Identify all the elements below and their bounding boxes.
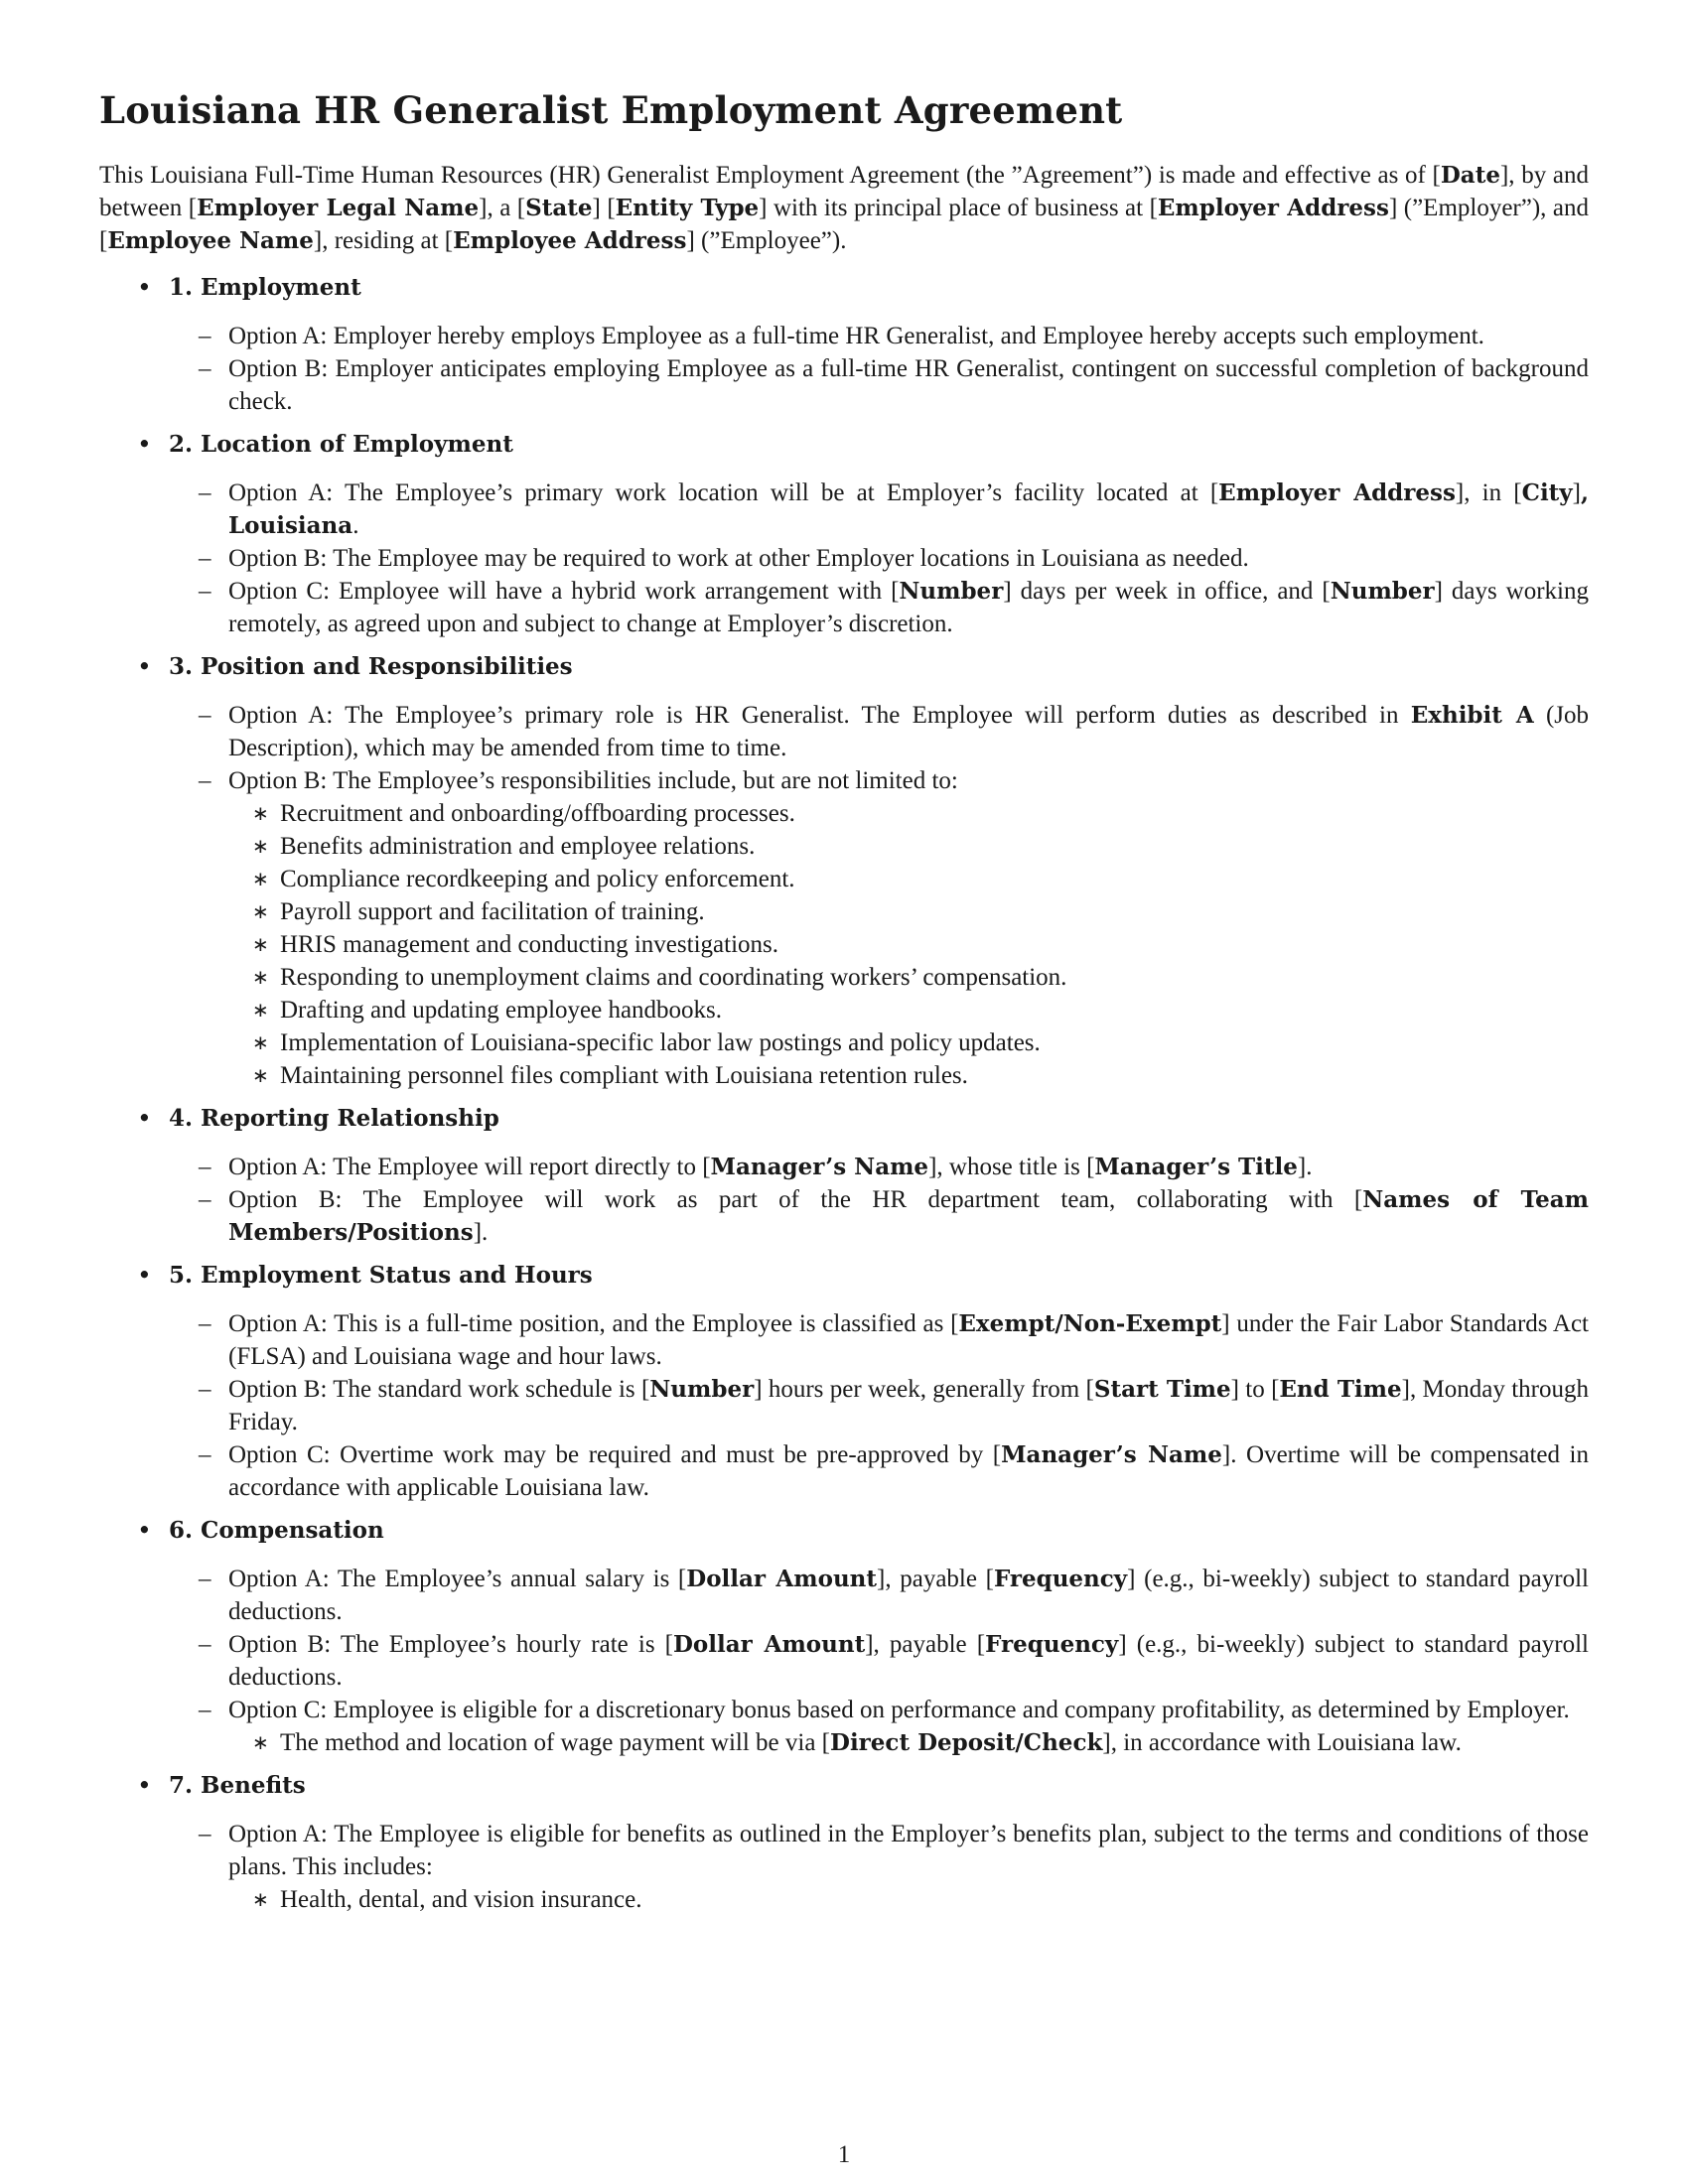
option-item — [169, 1628, 1589, 1694]
responsibility-text: Drafting and updating employee handbooks. — [280, 997, 723, 1024]
option-text: Option A: The Employee’s primary role is HR Generalist. The Employee will perform duties as described in — [228, 702, 1411, 729]
option-item — [169, 542, 1589, 575]
section-employment-status-and-hours — [99, 1259, 1589, 1504]
option-list — [169, 1818, 1589, 1916]
responsibility-item — [228, 928, 1589, 961]
option-text: ], payable [ — [877, 1566, 994, 1592]
placeholder-term: Dollar Amount — [686, 1566, 878, 1592]
benefit-list — [228, 1883, 1589, 1916]
intro-text: ] with its principal place of business at [ — [759, 195, 1158, 221]
employee-name-placeholder: Employee Name — [107, 227, 314, 254]
section-title: 3. Position and Responsibilities — [169, 653, 573, 680]
responsibility-item — [228, 895, 1589, 928]
option-item — [169, 1183, 1589, 1249]
option-item — [169, 1438, 1589, 1504]
option-text: Option A: The Employee’s primary work location will be at Employer’s facility located at [ — [228, 479, 1219, 506]
option-list — [169, 1307, 1589, 1504]
option-text: Option A: The Employee will report directly to [ — [228, 1154, 711, 1180]
document-page — [99, 87, 1589, 1926]
option-item — [169, 1563, 1589, 1628]
dash-icon: – — [199, 355, 211, 382]
placeholder-term: Frequency — [985, 1631, 1119, 1658]
section-position-and-responsibilities — [99, 650, 1589, 1092]
bullet-icon: • — [137, 1516, 152, 1545]
sub-text: ], in accordance with Louisiana law. — [1102, 1729, 1462, 1756]
option-text: Option B: The Employee’s hourly rate is [ — [228, 1631, 673, 1658]
asterisk-icon: ∗ — [252, 1063, 269, 1087]
option-text: Option C: Employee is eligible for a discretionary bonus based on performance and company profitability, as determined by Employer. — [228, 1697, 1570, 1723]
asterisk-icon: ∗ — [252, 998, 269, 1022]
intro-text: ] [ — [592, 195, 616, 221]
option-item — [169, 764, 1589, 1092]
option-text: ] hours per week, generally from [ — [754, 1376, 1094, 1403]
dash-icon: – — [199, 1376, 211, 1403]
benefit-item — [228, 1883, 1589, 1916]
placeholder-term: Direct Deposit/Check — [830, 1729, 1103, 1756]
option-text: Option B: The Employee’s responsibilities include, but are not limited to: — [228, 767, 958, 794]
option-item — [169, 1373, 1589, 1438]
option-item — [169, 1818, 1589, 1916]
dash-icon: – — [199, 1310, 211, 1337]
dash-icon: – — [199, 702, 211, 729]
placeholder-term: Names of Team Members/Positions — [228, 1186, 1589, 1246]
option-text: Option A: The Employee is eligible for benefits as outlined in the Employer’s benefits plan, subject to the terms and conditions of those plans. This includes: — [228, 1821, 1589, 1880]
option-item — [169, 699, 1589, 764]
responsibility-item — [228, 830, 1589, 863]
option-text: ] — [1572, 479, 1581, 506]
option-text: Option B: The Employee may be required to work at other Employer locations in Louisiana as needed. — [228, 545, 1249, 572]
employee-address-placeholder: Employee Address — [453, 227, 687, 254]
placeholder-term: Manager’s Name — [1001, 1441, 1222, 1468]
option-item — [169, 1307, 1589, 1373]
dash-icon: – — [199, 323, 211, 349]
asterisk-icon: ∗ — [252, 1887, 269, 1911]
sub-item — [228, 1726, 1589, 1759]
option-text: Option A: Employer hereby employs Employee as a full-time HR Generalist, and Employee hereby accepts such employment. — [228, 323, 1484, 349]
dash-icon: – — [199, 1186, 211, 1213]
bullet-icon: • — [137, 430, 152, 459]
responsibility-item — [228, 1059, 1589, 1092]
responsibility-text: HRIS management and conducting investigations. — [280, 931, 778, 958]
intro-text: This Louisiana Full-Time Human Resources (HR) Generalist Employment Agreement (the ”Agreement”) is made and effective as of [ — [99, 162, 1441, 189]
section-title: 2. Location of Employment — [169, 431, 513, 458]
responsibility-list — [228, 797, 1589, 1092]
option-list — [169, 320, 1589, 418]
dash-icon: – — [199, 1697, 211, 1723]
placeholder-term: City — [1521, 479, 1573, 506]
sub-list — [228, 1726, 1589, 1759]
responsibility-text: Implementation of Louisiana-specific labor law postings and policy updates. — [280, 1029, 1041, 1056]
option-text: ]. — [473, 1219, 489, 1246]
intro-text: ], a [ — [479, 195, 526, 221]
section-reporting-relationship — [99, 1102, 1589, 1249]
responsibility-item — [228, 863, 1589, 895]
asterisk-icon: ∗ — [252, 867, 269, 890]
section-employment — [99, 271, 1589, 418]
exhibit-reference: Exhibit A — [1410, 702, 1534, 729]
dash-icon: – — [199, 1566, 211, 1592]
responsibility-text: Maintaining personnel files compliant with Louisiana retention rules. — [280, 1062, 968, 1089]
option-list — [169, 699, 1589, 1092]
dash-icon: – — [199, 545, 211, 572]
bullet-icon: • — [137, 1771, 152, 1800]
asterisk-icon: ∗ — [252, 932, 269, 956]
date-placeholder: Date — [1440, 162, 1500, 189]
section-compensation — [99, 1514, 1589, 1759]
asterisk-icon: ∗ — [252, 1730, 269, 1754]
responsibility-text: Benefits administration and employee relations. — [280, 833, 756, 860]
entity-type-placeholder: Entity Type — [615, 195, 760, 221]
section-list — [99, 271, 1589, 1916]
responsibility-text: Payroll support and facilitation of training. — [280, 898, 705, 925]
option-text: ], Monday through Friday. — [228, 1376, 1589, 1435]
option-text: ], payable [ — [865, 1631, 986, 1658]
responsibility-item — [228, 1026, 1589, 1059]
employer-legal-name-placeholder: Employer Legal Name — [197, 195, 480, 221]
responsibility-text: Responding to unemployment claims and coordinating workers’ compensation. — [280, 964, 1067, 991]
asterisk-icon: ∗ — [252, 965, 269, 989]
document-title: Louisiana HR Generalist Employment Agreement — [99, 88, 1123, 132]
asterisk-icon: ∗ — [252, 1030, 269, 1054]
intro-text: ] (”Employer”), and [ — [99, 195, 1590, 254]
dash-icon: – — [199, 767, 211, 794]
option-text: Option C: Overtime work may be required and must be pre-approved by [ — [228, 1441, 1002, 1468]
benefit-text: Health, dental, and vision insurance. — [280, 1886, 642, 1913]
responsibility-item — [228, 994, 1589, 1026]
intro-text: ], residing at [ — [313, 227, 454, 254]
option-text: ] under the Fair Labor Standards Act (FLSA) and Louisiana wage and hour laws. — [228, 1310, 1589, 1370]
dash-icon: – — [199, 578, 211, 605]
option-item — [169, 1151, 1589, 1183]
option-item — [169, 1694, 1589, 1759]
option-text: Option B: The Employee will work as part of the HR department team, collaborating with [ — [228, 1186, 1363, 1213]
option-text: Option C: Employee will have a hybrid work arrangement with [ — [228, 578, 900, 605]
bullet-icon: • — [137, 273, 152, 302]
placeholder-term: Frequency — [993, 1566, 1128, 1592]
responsibility-item — [228, 797, 1589, 830]
sub-text: The method and location of wage payment will be via [ — [280, 1729, 830, 1756]
option-list — [169, 477, 1589, 640]
placeholder-term: End Time — [1279, 1376, 1402, 1403]
bullet-icon: • — [137, 1104, 152, 1133]
option-list — [169, 1563, 1589, 1759]
option-text: (Job Description), which may be amended from time to time. — [228, 702, 1590, 761]
asterisk-icon: ∗ — [252, 834, 269, 858]
page-number: 1 — [837, 2141, 851, 2168]
dash-icon: – — [199, 1631, 211, 1658]
placeholder-term: Employer Address — [1218, 479, 1456, 506]
option-text: ] days working remotely, as agreed upon and subject to change at Employer’s discretion. — [228, 578, 1589, 637]
dash-icon: – — [199, 1821, 211, 1847]
placeholder-term: Manager’s Name — [710, 1154, 929, 1180]
section-title: 1. Employment — [169, 274, 361, 301]
intro-text: ] (”Employee”). — [686, 227, 847, 254]
option-text: ], in [ — [1455, 479, 1522, 506]
intro-paragraph — [99, 159, 1589, 257]
responsibility-text: Compliance recordkeeping and policy enforcement. — [280, 866, 795, 892]
option-item — [169, 352, 1589, 418]
section-title: 4. Reporting Relationship — [169, 1105, 499, 1132]
option-list — [169, 1151, 1589, 1249]
placeholder-term: , Louisiana — [228, 479, 1590, 539]
option-text: . — [352, 512, 359, 539]
intro-text: ], by and between [ — [99, 162, 1590, 221]
dash-icon: – — [199, 1154, 211, 1180]
section-location-of-employment — [99, 428, 1589, 640]
placeholder-term: Number — [1330, 578, 1435, 605]
asterisk-icon: ∗ — [252, 899, 269, 923]
option-text: Option B: The standard work schedule is [ — [228, 1376, 650, 1403]
option-item — [169, 320, 1589, 352]
option-item — [169, 575, 1589, 640]
option-text: ]. — [1297, 1154, 1313, 1180]
section-benefits — [99, 1769, 1589, 1916]
option-text: Option B: Employer anticipates employing Employee as a full-time HR Generalist, contingent on successful completion of background check. — [228, 355, 1589, 415]
option-text: Option A: This is a full-time position, and the Employee is classified as [ — [228, 1310, 959, 1337]
responsibility-text: Recruitment and onboarding/offboarding processes. — [280, 800, 795, 827]
option-text: ], whose title is [ — [928, 1154, 1095, 1180]
option-text: ] (e.g., bi-weekly) subject to standard payroll deductions. — [228, 1631, 1589, 1691]
option-text: Option A: The Employee’s annual salary is [ — [228, 1566, 687, 1592]
option-text: ] to [ — [1230, 1376, 1280, 1403]
placeholder-term: Number — [899, 578, 1004, 605]
bullet-icon: • — [137, 1261, 152, 1290]
bullet-icon: • — [137, 652, 152, 681]
option-text: ]. Overtime will be compensated in accordance with applicable Louisiana law. — [228, 1441, 1589, 1501]
responsibility-item — [228, 961, 1589, 994]
placeholder-term: Number — [649, 1376, 755, 1403]
section-title: 5. Employment Status and Hours — [169, 1262, 593, 1289]
placeholder-term: Start Time — [1093, 1376, 1231, 1403]
section-title: 6. Compensation — [169, 1517, 384, 1544]
dash-icon: – — [199, 1441, 211, 1468]
state-placeholder: State — [525, 195, 593, 221]
placeholder-term: Manager’s Title — [1094, 1154, 1298, 1180]
option-text: ] (e.g., bi-weekly) subject to standard payroll deductions. — [228, 1566, 1589, 1625]
asterisk-icon: ∗ — [252, 801, 269, 825]
dash-icon: – — [199, 479, 211, 506]
employer-address-placeholder: Employer Address — [1157, 195, 1389, 221]
option-text: ] days per week in office, and [ — [1003, 578, 1331, 605]
placeholder-term: Dollar Amount — [672, 1631, 866, 1658]
section-title: 7. Benefits — [169, 1772, 306, 1799]
placeholder-term: Exempt/Non-Exempt — [958, 1310, 1222, 1337]
option-item — [169, 477, 1589, 542]
